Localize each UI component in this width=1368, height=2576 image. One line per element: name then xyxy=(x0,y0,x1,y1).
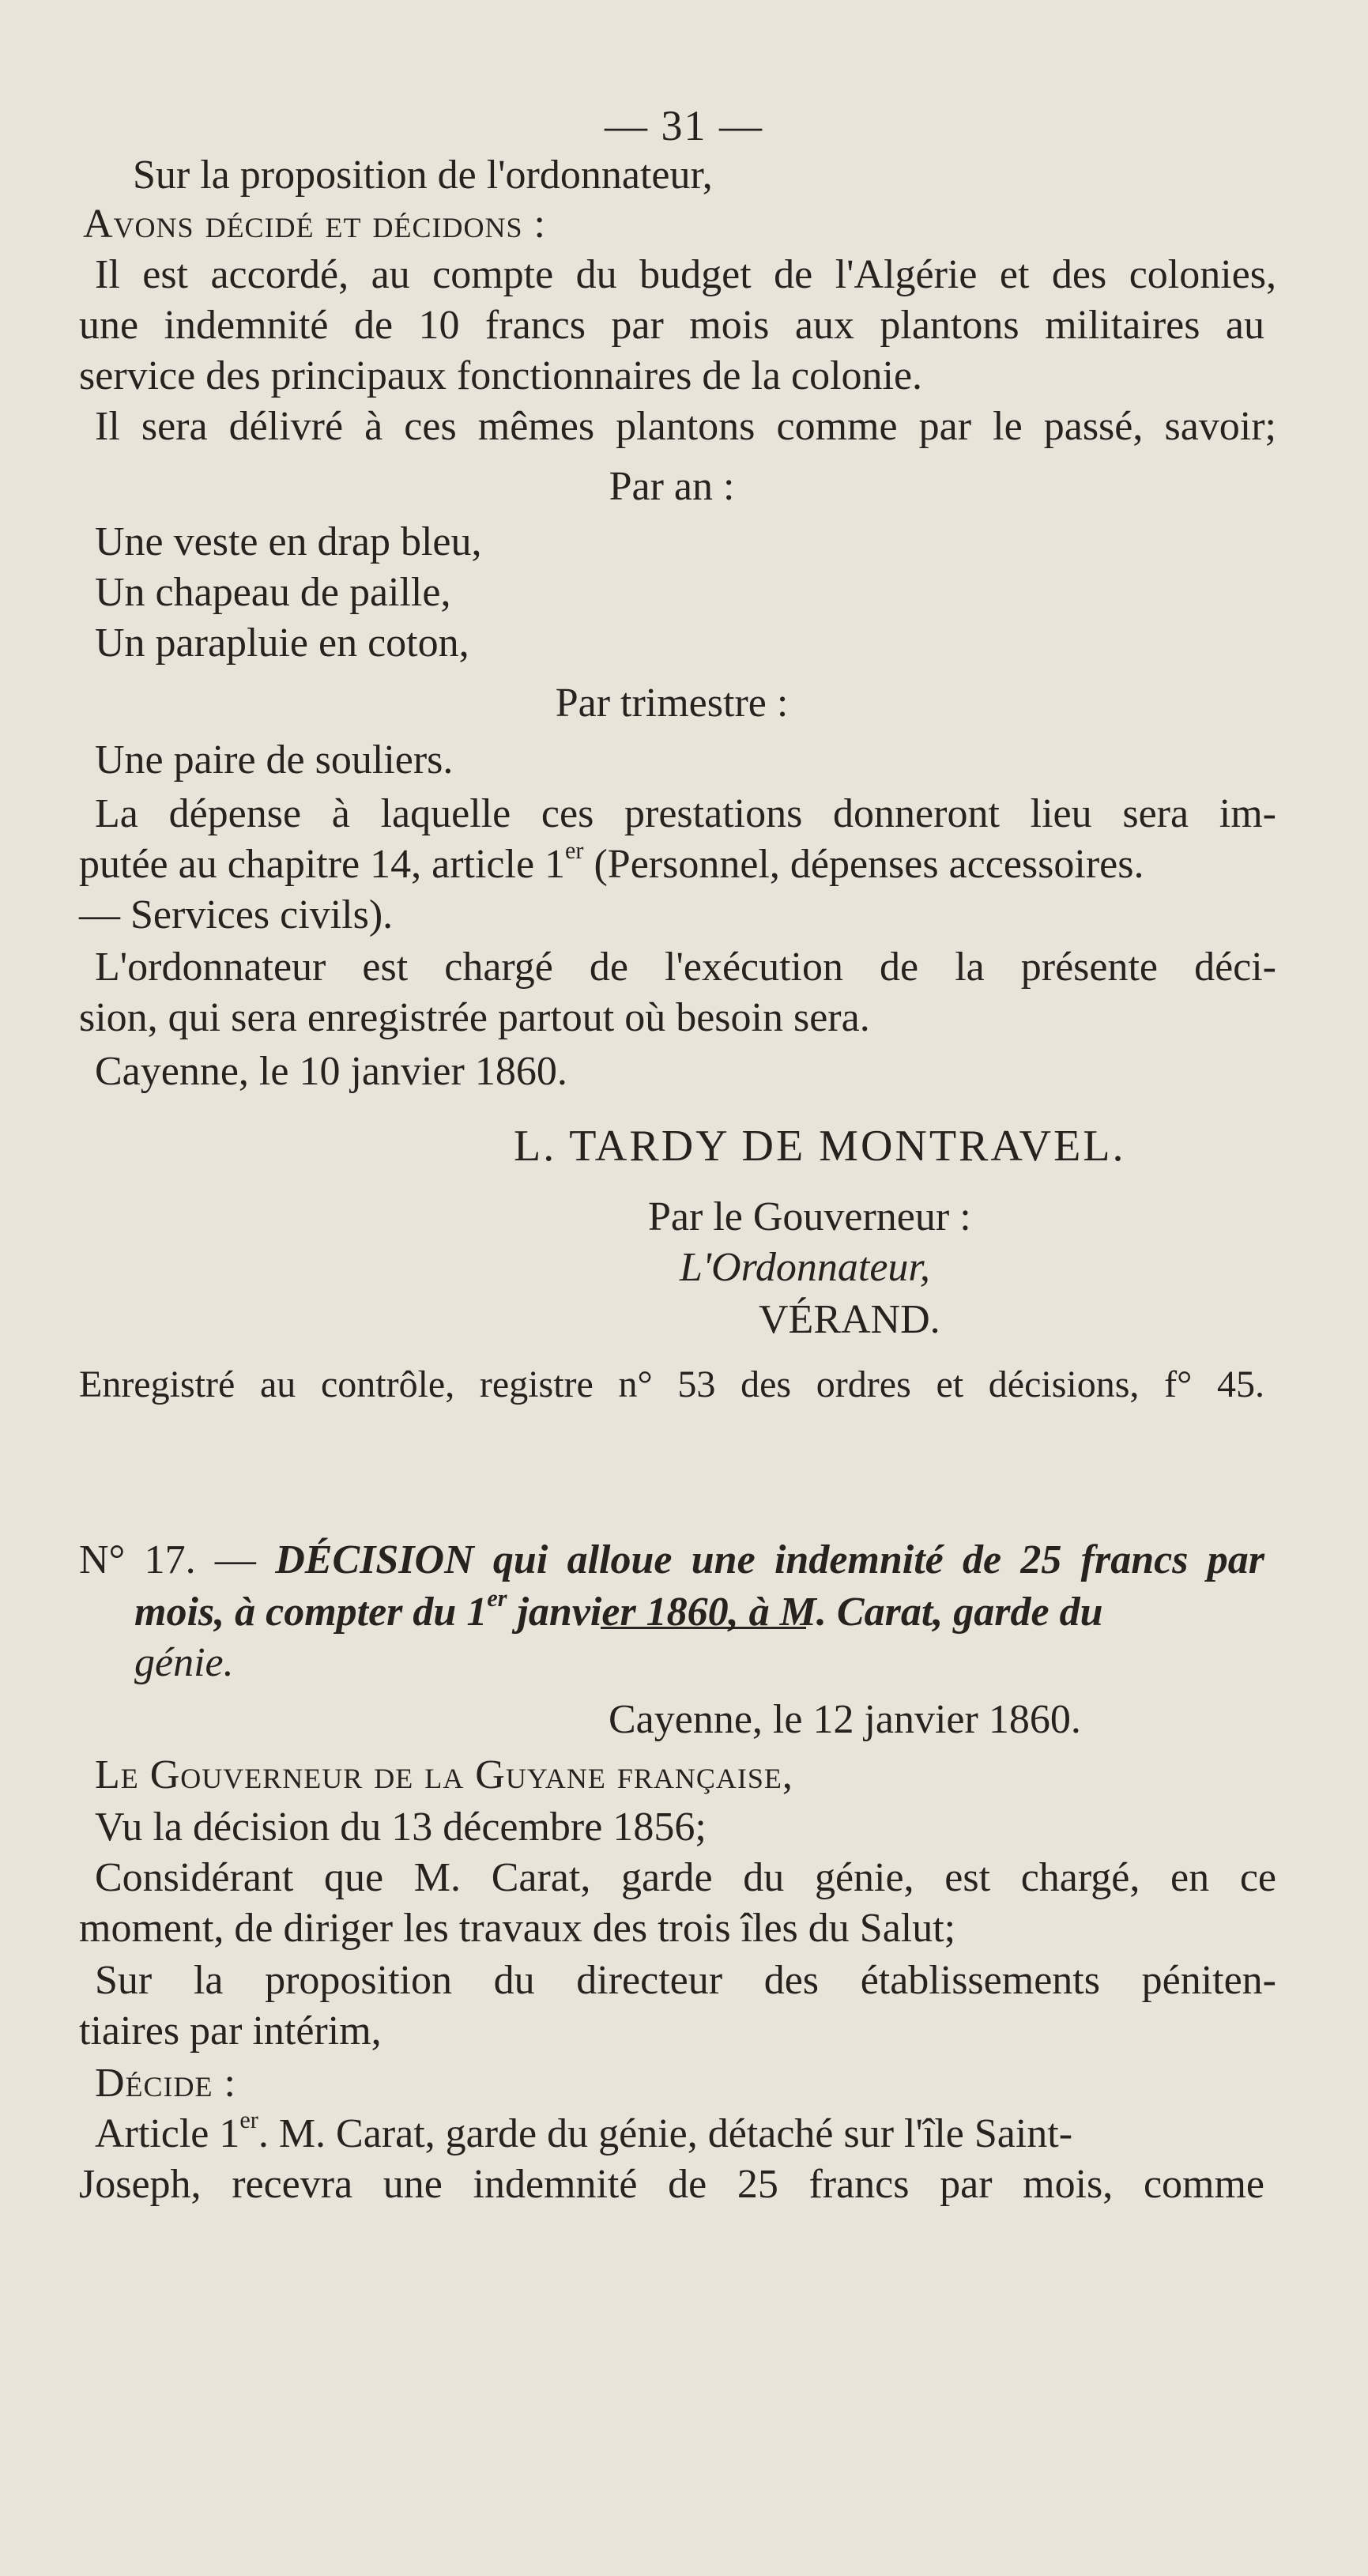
paragraph-line: Sur la proposition du directeur des établissements péniten- xyxy=(95,1958,1276,2003)
decision-title-line: N° 17. — DÉCISION qui alloue une indemnité de 25 francs par xyxy=(79,1537,1264,1582)
list-item: Un chapeau de paille, xyxy=(95,570,451,615)
paragraph-line: — Services civils). xyxy=(79,892,394,937)
paragraph-line: Article 1er. M. Carat, garde du génie, détaché sur l'île Saint- xyxy=(95,2106,1073,2156)
paragraph-line: La dépense à laquelle ces prestations donneront lieu sera im- xyxy=(95,791,1276,836)
signatory-name: L. TARDY DE MONTRAVEL. xyxy=(514,1122,1126,1171)
decision-heading: Avons décidé et décidons : xyxy=(83,202,546,247)
paragraph-line: Il est accordé, au compte du budget de l'Algérie et des colonies, xyxy=(95,252,1276,297)
decide-heading: Décide : xyxy=(95,2061,236,2106)
list-item: Un parapluie en coton, xyxy=(95,620,469,666)
paragraph-line: Vu la décision du 13 décembre 1856; xyxy=(95,1805,707,1850)
paragraph-line: Il sera délivré à ces mêmes plantons comme par le passé, savoir; xyxy=(95,404,1276,449)
decision-title-line: mois, à compter du 1er janvier 1860, à M. Carat, garde du xyxy=(134,1584,1103,1635)
ordonnateur-title: L'Ordonnateur, xyxy=(680,1245,930,1290)
paragraph-line: une indemnité de 10 francs par mois aux plantons militaires au xyxy=(79,303,1264,348)
decision-title-line: génie. xyxy=(134,1640,234,1685)
paragraph-line: Joseph, recevra une indemnité de 25 francs par mois, comme xyxy=(79,2162,1264,2207)
paragraph-line: moment, de diriger les travaux des trois îles du Salut; xyxy=(79,1906,956,1951)
date-line: Cayenne, le 12 janvier 1860. xyxy=(609,1697,1081,1742)
date-line: Cayenne, le 10 janvier 1860. xyxy=(95,1049,567,1094)
list-item: Une paire de souliers. xyxy=(95,737,454,783)
list-item: Une veste en drap bleu, xyxy=(95,519,482,564)
par-an-heading: Par an : xyxy=(609,464,735,509)
paragraph-line: L'ordonnateur est chargé de l'exécution de la présente déci- xyxy=(95,945,1276,990)
ordonnateur-name: VÉRAND. xyxy=(759,1297,940,1342)
paragraph-line: putée au chapitre 14, article 1er (Personnel, dépenses accessoires. xyxy=(79,836,1144,887)
proposition-line: Sur la proposition de l'ordonnateur, xyxy=(133,153,713,198)
page-number: — 31 — xyxy=(605,102,763,149)
paragraph-line: tiaires par intérim, xyxy=(79,2008,382,2054)
registration-line: Enregistré au contrôle, registre n° 53 des ordres et décisions, f° 45. xyxy=(79,1363,1264,1405)
par-le-gouverneur: Par le Gouverneur : xyxy=(648,1194,971,1239)
paragraph-line: Le Gouverneur de la Guyane française, xyxy=(95,1752,793,1797)
paragraph-line: service des principaux fonctionnaires de la colonie. xyxy=(79,353,923,398)
par-trimestre-heading: Par trimestre : xyxy=(555,681,789,726)
paragraph-line: Considérant que M. Carat, garde du génie, est chargé, en ce xyxy=(95,1855,1276,1900)
paragraph-line: sion, qui sera enregistrée partout où besoin sera. xyxy=(79,995,870,1040)
